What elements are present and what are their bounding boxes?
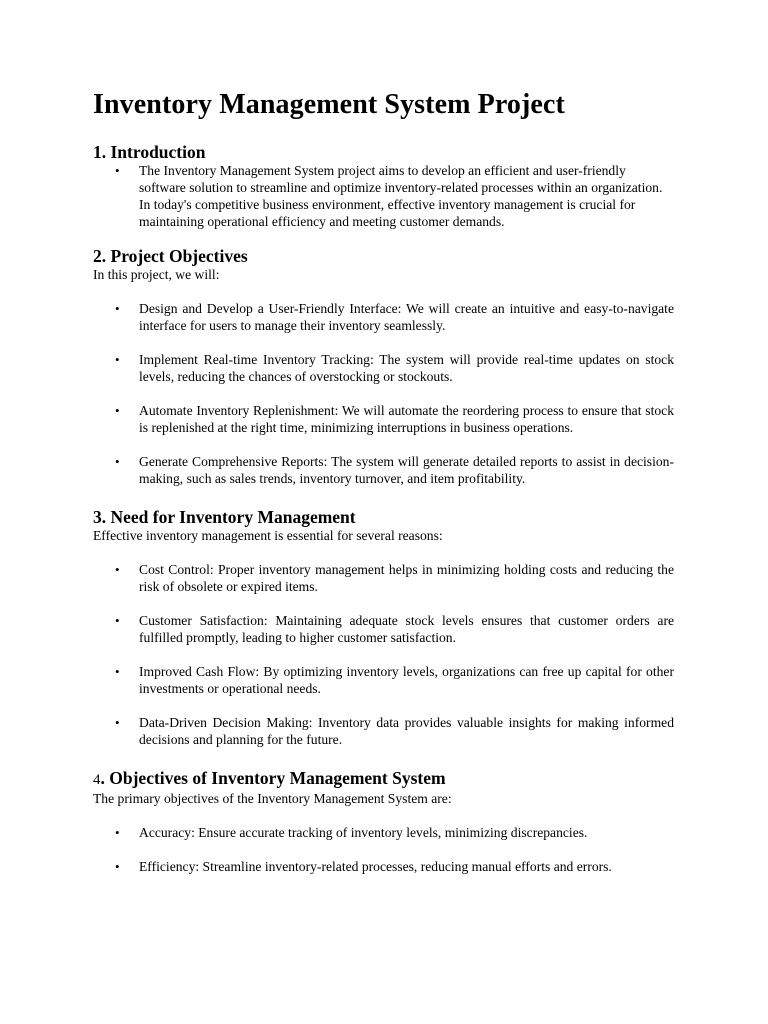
list-item [93,162,674,230]
list-item [93,824,674,841]
section-project-objectives [93,246,674,487]
bullet-list [93,300,674,487]
section-heading-text: . Objectives of Inventory Management System [100,768,446,788]
section-introduction [93,142,674,230]
section-heading [93,768,674,790]
bullet-icon: • [115,859,120,874]
section-heading: 3. Need for Inventory Management [93,507,356,527]
page-title: Inventory Management System Project [93,89,565,120]
bullet-icon: • [115,562,120,577]
bullet-list [93,561,674,748]
section-objectives-of-ims [93,768,674,875]
list-item [93,714,674,748]
list-item [93,858,674,875]
bullet-icon: • [115,352,120,367]
bullet-icon: • [115,715,120,730]
section-number: 4 [93,772,101,788]
list-item-text: Automate Inventory Replenishment: We will automate the reordering process to ensure that stock is replenished at the right time, minimizing interruptions in business operations. [139,403,674,435]
list-item-text: Cost Control: Proper inventory management helps in minimizing holding costs and reducing the risk of obsolete or expired items. [139,562,674,594]
list-item-text: Design and Develop a User-Friendly Interface: We will create an intuitive and easy-to-navigate interface for users to manage their inventory seamlessly. [139,301,674,333]
section-lead: Effective inventory management is essential for several reasons: [93,528,443,543]
bullet-list [93,162,674,230]
list-item [93,612,674,646]
section-need-for-inventory-management [93,507,674,748]
list-item [93,663,674,697]
list-item-text: The Inventory Management System project aims to develop an efficient and user-friendly software solution to streamline and optimize inventory-related processes within an organization. In today's competitive business environment, effective inventory management is crucial for maintaining operational efficiency and meeting customer demands. [139,163,663,229]
bullet-icon: • [115,825,120,840]
list-item [93,300,674,334]
list-item-text: Improved Cash Flow: By optimizing inventory levels, organizations can free up capital for other investments or operational needs. [139,664,674,696]
section-lead: In this project, we will: [93,267,220,282]
section-heading: 2. Project Objectives [93,246,248,266]
list-item-text: Accuracy: Ensure accurate tracking of inventory levels, minimizing discrepancies. [139,825,588,840]
list-item [93,402,674,436]
list-item-text: Customer Satisfaction: Maintaining adequate stock levels ensures that customer orders are fulfilled promptly, leading to higher customer satisfaction. [139,613,674,645]
list-item-text: Data-Driven Decision Making: Inventory data provides valuable insights for making informed decisions and planning for the future. [139,715,674,747]
bullet-icon: • [115,301,120,316]
bullet-icon: • [115,454,120,469]
list-item [93,453,674,487]
bullet-list [93,824,674,875]
bullet-icon: • [115,664,120,679]
list-item-text: Generate Comprehensive Reports: The system will generate detailed reports to assist in decision-making, such as sales trends, inventory turnover, and item profitability. [139,454,674,486]
section-heading: 1. Introduction [93,142,206,162]
bullet-icon: • [115,613,120,628]
bullet-icon: • [115,163,120,178]
list-item-text: Efficiency: Streamline inventory-related processes, reducing manual efforts and errors. [139,859,612,874]
list-item [93,351,674,385]
bullet-icon: • [115,403,120,418]
section-lead: The primary objectives of the Inventory Management System are: [93,791,452,806]
list-item-text: Implement Real-time Inventory Tracking: The system will provide real-time updates on stock levels, reducing the chances of overstocking or stockouts. [139,352,674,384]
list-item [93,561,674,595]
